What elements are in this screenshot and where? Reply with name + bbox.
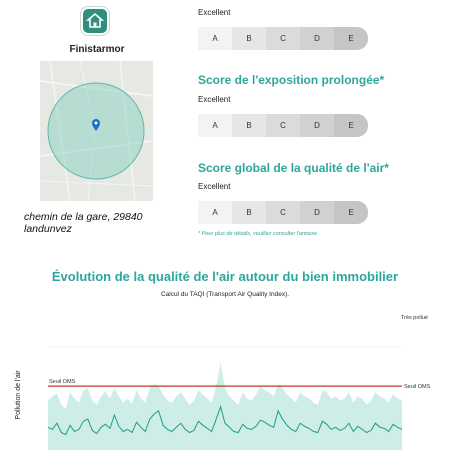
footnote-annex: * Pour plus de détails, veuillez consulter l'annexe [198, 231, 318, 237]
logo-house-icon [81, 7, 109, 35]
grade-d: D [300, 27, 334, 50]
property-address: chemin de la gare, 29840 landunvez [24, 211, 143, 235]
grade-d: D [300, 201, 334, 224]
grade-e: E [334, 201, 368, 224]
score-3-grade-bar [198, 201, 368, 224]
threshold-label-left: Seuil OMS [49, 379, 76, 386]
house-icon [86, 12, 104, 30]
grade-c: C [266, 27, 300, 50]
score-1-label: Excellent [198, 8, 231, 17]
grade-b: B [232, 114, 266, 137]
score-2-title: Score de l'exposition prolongée* [198, 73, 385, 87]
chart-title: Évolution de la qualité de l'air autour du bien immobilier [51, 269, 399, 284]
grade-a: A [198, 27, 232, 50]
score-2-grade-bar [198, 114, 368, 137]
grade-b: B [232, 201, 266, 224]
score-1-grade-bar [198, 27, 368, 50]
grade-c: C [266, 114, 300, 137]
grade-a: A [198, 114, 232, 137]
series-band-area [48, 363, 402, 450]
score-3-label: Excellent [198, 182, 231, 191]
grade-e: E [334, 114, 368, 137]
score-2-label: Excellent [198, 95, 231, 104]
city-name: Finistarmor [69, 44, 125, 55]
grade-d: D [300, 114, 334, 137]
air-quality-chart [0, 305, 450, 450]
y-axis-label: Pollution de l'air [15, 370, 22, 420]
chart-subtitle: Calcul du TAQI (Transport Air Quality Index). [160, 291, 290, 298]
threshold-label-right: Seuil OMS [404, 384, 431, 391]
grade-c: C [266, 201, 300, 224]
grade-a: A [198, 201, 232, 224]
grade-b: B [232, 27, 266, 50]
grade-e: E [334, 27, 368, 50]
location-map[interactable] [40, 61, 153, 201]
map-pin-icon [92, 119, 100, 131]
score-3-title: Score global de la qualité de l'air* [198, 161, 389, 175]
top-tick-label: Très pollué [400, 315, 428, 321]
